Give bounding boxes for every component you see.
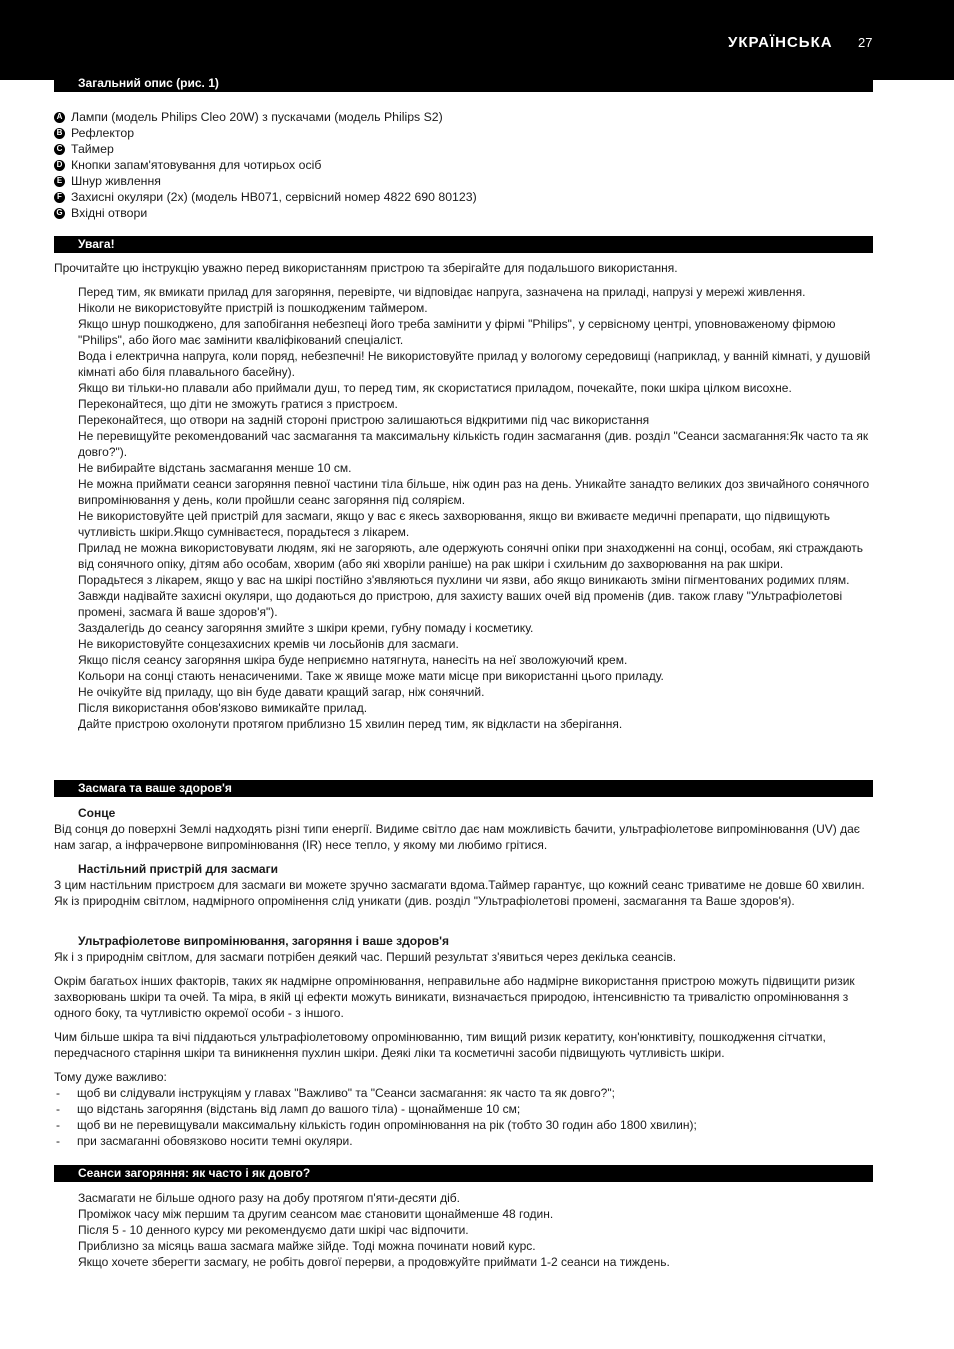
list-item: Не перевищуйте рекомендований час засмагання та максимальну кількість годин засмагання (див. розділ "Сеанси засмагання:Як часто та як довго?"). bbox=[78, 429, 869, 459]
page-header bbox=[0, 0, 954, 80]
sun-text: Від сонця до поверхні Землі надходять різні типи енергії. Видиме світло дає нам можливість бачити, ультрафіолетове випромінювання (UV) дає нам загар, а інфрачервоне випромінювання (IR) несе тепло, у якому ми любимо грітися. bbox=[54, 822, 860, 852]
list-item: Кольори на сонці стають ненасиченими. Таке ж явище може мати місце при використанні цього приладу. bbox=[78, 669, 664, 683]
list-item bbox=[54, 189, 874, 205]
list-item: Переконайтеся, що діти не зможуть гратися з пристроєм. bbox=[78, 397, 398, 411]
letter-f-icon: F bbox=[54, 192, 65, 203]
device-block bbox=[54, 861, 874, 909]
warning-intro: Прочитайте цю інструкцію уважно перед використанням пристрою та зберігайте для подальшого використання. bbox=[54, 261, 678, 275]
letter-g-icon: G bbox=[54, 208, 65, 219]
uv-paragraph-1: Як і з природнім світлом, для засмаги потрібен деякий час. Перший результат з'явиться через декілька сеансів. bbox=[54, 950, 677, 964]
list-item: - щоб ви слідували інструкціям у главах "Важливо" та "Сеанси засмагання: як часто та як довго?"; bbox=[54, 1085, 874, 1101]
list-item: Прилад не можна використовувати людям, які не загоряють, але одержують сонячні опіки при знаходженні на сонці, особам, які страждають від сонячного опіку, дітям або особам, хворим (або які хворіли раніше) на рак шкіри і схильним до захворювання на рак шкіри. bbox=[78, 541, 863, 571]
list-item bbox=[54, 109, 874, 125]
list-item: Якщо шнур пошкоджено, для запобігання небезпеці його треба замінити у фірмі "Philips", у сервісному центрі, уповноваженому фірмою "Philips", або його має замінити кваліфікований спеціаліст. bbox=[78, 317, 836, 347]
list-item: Не можна приймати сеанси загоряння певної частини тіла більше, ніж один раз на день. Уникайте занадто великих доз звичайного сонячного випромінювання у день, коли пройшли сеанс загоряння під солярієм. bbox=[78, 477, 870, 507]
list-item bbox=[54, 157, 874, 173]
section-heading-general: Загальний опис (рис. 1) bbox=[54, 75, 873, 92]
list-item: Проміжок часу між першим та другим сеансом має становити щонайменше 48 годин. bbox=[78, 1207, 554, 1221]
letter-e-icon: E bbox=[54, 176, 65, 187]
letter-d-icon: D bbox=[54, 160, 65, 171]
list-item: Дайте пристрою охолонути протягом приблизно 15 хвилин перед тим, як відкласти на зберігання. bbox=[78, 717, 623, 731]
letter-a-icon: A bbox=[54, 112, 65, 123]
device-title: Настільний пристрій для засмаги bbox=[78, 862, 278, 876]
list-item: Заздалегідь до сеансу загоряння змийте з шкіри креми, губну помаду і косметику. bbox=[78, 621, 534, 635]
part-text: Лампи (модель Philips Cleo 20W) з пускачами (модель Philips S2) bbox=[71, 110, 443, 124]
list-item: Перед тим, як вмикати прилад для загоряння, перевірте, чи відповідає напруга, зазначена на приладі, напрузі у мережі живлення. bbox=[78, 285, 806, 299]
list-item: Приблизно за місяць ваша засмага майже зійде. Тоді можна починати новий курс. bbox=[78, 1239, 536, 1253]
list-item: Після використання обов'язково вимикайте прилад. bbox=[78, 701, 368, 715]
parts-list bbox=[54, 109, 874, 221]
uv-paragraph-3: Чим більше шкіра та вічі піддаються ультрафіолетовому опромінюванню, тим вищий ризик кератиту, кон'юнктивіту, пошкодження сітчатки, передчасного старіння шкіри та виникнення пухлин шкіри. Деякі ліки та косметичні засоби підвищують чутливість шкіри. bbox=[54, 1030, 826, 1060]
list-item: Якщо ви тільки-но плавали або приймали душ, то перед тим, як скористатися приладом, почекайте, поки шкіра цілком висохне. bbox=[78, 381, 792, 395]
uv-title: Ультрафіолетове випромінювання, загоряння і ваше здоров'я bbox=[78, 934, 449, 948]
section-heading-warning: Увага! bbox=[54, 236, 873, 253]
letter-c-icon: C bbox=[54, 144, 65, 155]
list-item: Не використовуйте сонцезахисних кремів чи лосьйонів для засмаги. bbox=[78, 637, 459, 651]
part-text: Таймер bbox=[71, 142, 114, 156]
letter-b-icon: B bbox=[54, 128, 65, 139]
list-item: Засмагати не більше одного разу на добу протягом п'яти-десяти діб. bbox=[78, 1191, 460, 1205]
page-number: 27 bbox=[858, 35, 873, 50]
uv-paragraph-2: Окрім багатьох інших факторів, таких як надмірне опромінювання, неправильне або надмірне використання пристрою можуть підвищити ризик захворювань шкіри та очей. Та міра, в якій ці ефекти можуть виникати, визначається природою, інтенсивністю та тривалістю опромінювання з одного боку, та чутливістю окремої особи - з іншого. bbox=[54, 974, 855, 1020]
part-text: Рефлектор bbox=[71, 126, 135, 140]
section-heading-sessions: Сеанси загоряння: як часто і як довго? bbox=[54, 1165, 873, 1182]
list-item: Не очікуйте від приладу, що він буде давати кращий загар, ніж сонячний. bbox=[78, 685, 485, 699]
list-item bbox=[54, 125, 874, 141]
list-item: Після 5 - 10 денного курсу ми рекомендуємо дати шкірі час відпочити. bbox=[78, 1223, 469, 1237]
list-item bbox=[54, 173, 874, 189]
section-heading-health: Засмага та ваше здоров'я bbox=[54, 780, 873, 797]
part-text: Кнопки запам'ятовування для чотирьох осіб bbox=[71, 158, 322, 172]
list-item bbox=[54, 205, 874, 221]
list-item: Якщо після сеансу загоряння шкіра буде неприємно натягнута, нанесіть на неї зволожуючий крем. bbox=[78, 653, 628, 667]
list-item: - при засмаганні обовязково носити темні окуляри. bbox=[54, 1133, 874, 1149]
list-item: Не використовуйте цей пристрій для засмаги, якщо у вас є якесь захворювання, якщо ви вживаєте медичні препарати, що підвищують чутливість шкіри.Якщо сумніваєтеся, порадьтеся з лікарем. bbox=[78, 509, 831, 539]
sun-title: Сонце bbox=[78, 806, 116, 820]
sessions-list bbox=[78, 1190, 874, 1270]
important-list bbox=[54, 1085, 874, 1149]
part-text: Шнур живлення bbox=[71, 174, 161, 188]
list-item: Якщо хочете зберегти засмагу, не робіть довгої перерви, а продовжуйте приймати 1-2 сеанси на тиждень. bbox=[78, 1255, 670, 1269]
list-item: Завжди надівайте захисні окуляри, що додаються до пристрою, для захисту ваших очей від променів (див. також главу "Ультрафіолетові промені, засмага й ваше здоров'я"). bbox=[78, 589, 843, 619]
warnings-list bbox=[78, 284, 878, 732]
language-title: УКРАЇНСЬКА bbox=[728, 34, 833, 51]
list-item: - щоб ви не перевищували максимальну кількість годин опромінювання на рік (тобто 30 годин або 1800 хвилин); bbox=[54, 1117, 874, 1133]
part-text: Захисні окуляри (2x) (модель HB071, сервісний номер 4822 690 80123) bbox=[71, 190, 477, 204]
list-item: Ніколи не використовуйте пристрій із пошкодженим таймером. bbox=[78, 301, 428, 315]
list-item: Вода і електрична напруга, коли поряд, небезпечні! Не використовуйте прилад у вологому середовищі (наприклад, у ванній кімнаті, у душовій кімнаті або біля плавального басейну). bbox=[78, 349, 871, 379]
uv-block bbox=[54, 933, 874, 1149]
list-item: Переконайтеся, що отвори на задній стороні пристрою залишаються відкритими під час використання bbox=[78, 413, 650, 427]
list-item: - що відстань загоряння (відстань від ламп до вашого тіла) - щонайменше 10 см; bbox=[54, 1101, 874, 1117]
list-item: Порадьтеся з лікарем, якщо у вас на шкірі постійно з'являються пухлини чи язви, або якщо виникають зміни пігментованих родимих плям. bbox=[78, 573, 850, 587]
device-text: З цим настільним пристроєм для засмаги ви можете зручно засмагати вдома.Таймер гарантує, що кожний сеанс триватиме не довше 60 хвилин. Як із природнім світлом, надмірного опромінення слід уникати (див. розділ "Ультрафіолетові промені, засмагання та Ваше здоров'я). bbox=[54, 878, 865, 908]
list-item bbox=[54, 141, 874, 157]
part-text: Вхідні отвори bbox=[71, 206, 148, 220]
list-item: Не вибирайте відстань засмагання менше 10 см. bbox=[78, 461, 352, 475]
sun-block bbox=[54, 805, 874, 853]
important-intro: Тому дуже важливо: bbox=[54, 1070, 167, 1084]
